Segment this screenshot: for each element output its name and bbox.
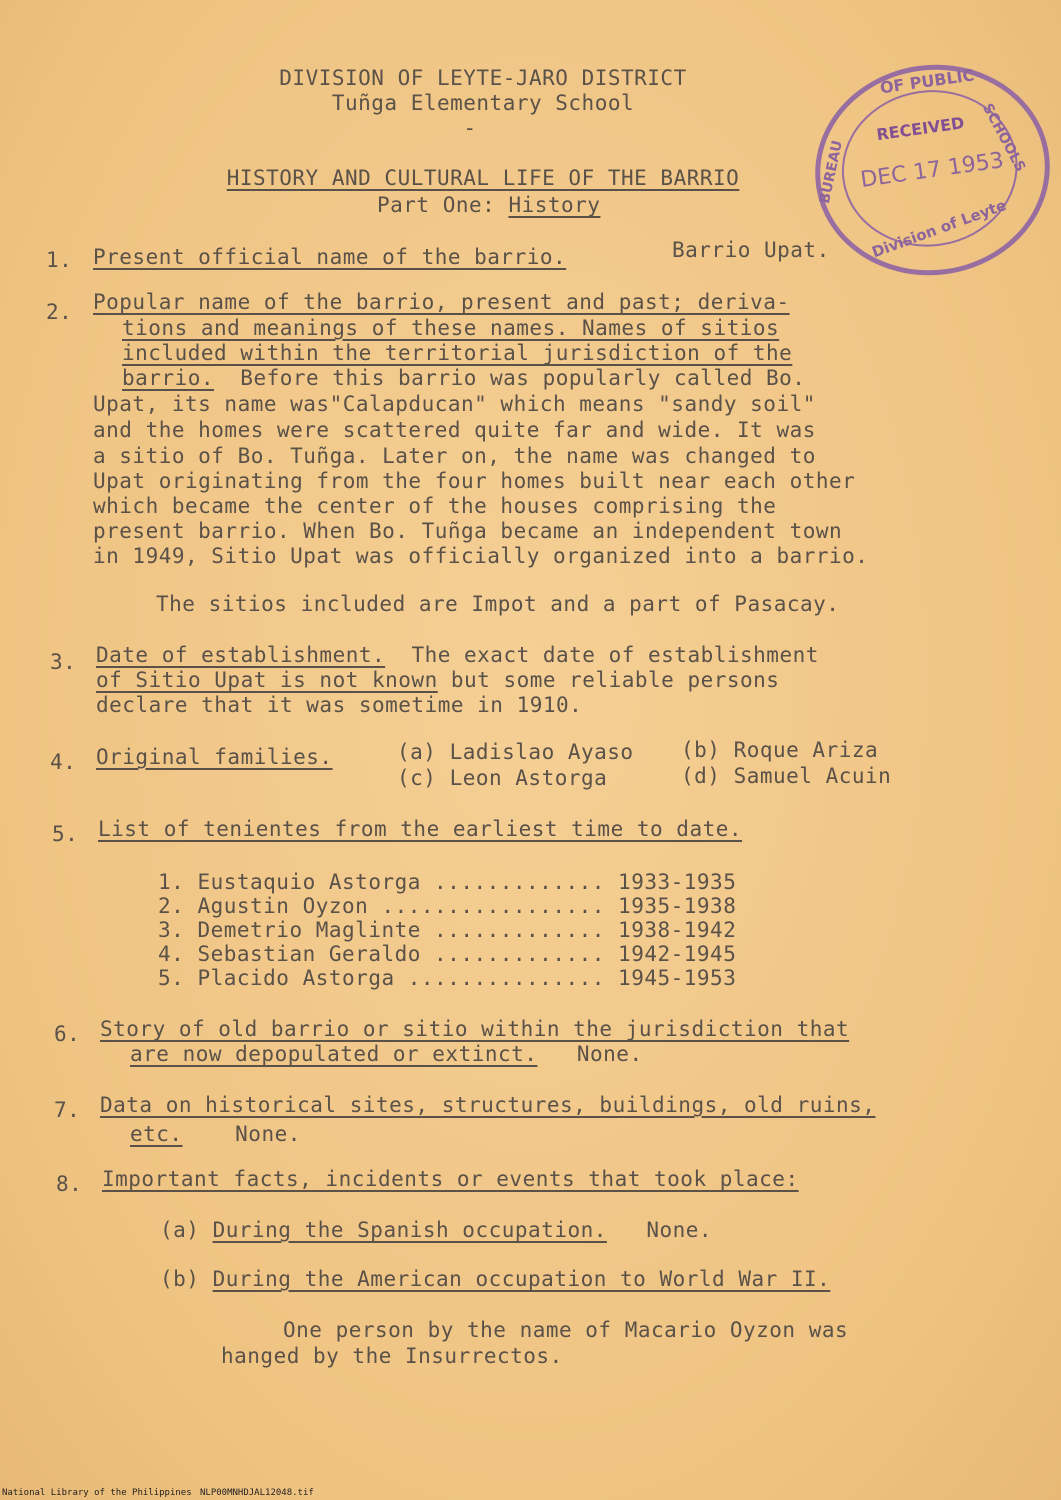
- footer-file: NLP00MNHDJAL12048.tif: [200, 1488, 314, 1498]
- header-dash: -: [463, 116, 477, 140]
- teniente-number: 4.: [158, 942, 185, 966]
- item-4-question: Original families.: [96, 745, 333, 769]
- item-7-number: 7.: [54, 1098, 81, 1122]
- family-a: (a) Ladislao Ayaso: [397, 740, 634, 764]
- stamp-received-text: RECEIVED: [875, 113, 966, 145]
- part-heading: [377, 193, 600, 218]
- item-6-number: 6.: [54, 1022, 81, 1046]
- school-name: Tuñga Elementary School: [331, 91, 635, 115]
- division-heading: DIVISION OF LEYTE-JARO DISTRICT: [279, 66, 687, 90]
- item-7-line-2: [130, 1122, 301, 1147]
- teniente-years: 1938-1942: [618, 918, 737, 942]
- teniente-row: [158, 870, 736, 895]
- item-3-question: Date of establishment.: [96, 643, 386, 667]
- item-3-answer-cont: but some reliable persons: [437, 668, 780, 692]
- item-8b-answer-line-1: One person by the name of Macario Oyzon was: [283, 1318, 849, 1342]
- item-6-answer: None.: [576, 1042, 643, 1066]
- item-8b-answer-line-2: hanged by the Insurrectos.: [221, 1344, 563, 1368]
- document-title: HISTORY AND CULTURAL LIFE OF THE BARRIO: [226, 166, 740, 190]
- item-2-question-end: barrio.: [122, 366, 215, 390]
- item-7-question-end: etc.: [130, 1122, 183, 1146]
- teniente-name: Sebastian Geraldo .............: [197, 942, 605, 966]
- teniente-number: 2.: [158, 894, 185, 918]
- item-1-answer: Barrio Upat.: [672, 238, 830, 262]
- item-8-question: Important facts, incidents or events that took place:: [102, 1167, 799, 1191]
- item-8a-label: (a): [160, 1218, 200, 1242]
- stamp-right-text: SCHOOLS: [979, 100, 1029, 175]
- footer-library: National Library of the Philippines: [2, 1488, 192, 1498]
- part-prefix: Part One:: [377, 193, 509, 217]
- item-2-answer-first: Before this barrio was popularly called Bo.: [214, 366, 806, 390]
- item-7-answer: None.: [235, 1122, 301, 1146]
- item-8a-text: During the Spanish occupation.: [212, 1218, 607, 1242]
- item-6-line-1: Story of old barrio or sitio within the jurisdiction that: [100, 1017, 850, 1041]
- teniente-years: 1945-1953: [618, 966, 737, 990]
- item-2-answer-line-6: present barrio. When Bo. Tuñga became an independent town: [93, 519, 843, 543]
- teniente-name: Agustin Oyzon .................: [197, 894, 605, 918]
- stamp-left-text: BUREAU: [816, 139, 846, 206]
- item-4-number: 4.: [50, 750, 77, 774]
- teniente-number: 5.: [158, 966, 185, 990]
- item-2-line-1: Popular name of the barrio, present and past; deriva-: [93, 290, 790, 314]
- item-2-number: 2.: [46, 300, 73, 324]
- teniente-row: [158, 894, 736, 919]
- item-2-line-3: included within the territorial jurisdiction of the: [122, 341, 793, 365]
- teniente-row: [158, 966, 736, 991]
- item-6-line-2: [130, 1042, 643, 1067]
- item-5-number: 5.: [52, 822, 79, 846]
- item-3-line-1: [96, 643, 819, 668]
- family-d: (d) Samuel Acuin: [681, 764, 892, 788]
- item-2-answer-line-3: a sitio of Bo. Tuñga. Later on, the name was changed to: [93, 444, 816, 468]
- part-name: History: [508, 193, 601, 217]
- teniente-name: Placido Astorga ...............: [197, 966, 605, 990]
- item-1-number: 1.: [46, 248, 73, 272]
- teniente-years: 1942-1945: [618, 942, 737, 966]
- item-2-answer-line-4: Upat originating from the four homes built near each other: [93, 469, 856, 493]
- teniente-years: 1935-1938: [618, 894, 737, 918]
- item-1-question: Present official name of the barrio.: [93, 245, 567, 269]
- item-2-answer-line-7: in 1949, Sitio Upat was officially organized into a barrio.: [93, 544, 869, 568]
- teniente-years: 1933-1935: [618, 870, 737, 894]
- item-8a: [160, 1218, 712, 1243]
- item-3-line-2: [96, 668, 779, 693]
- item-3-answer-last: declare that it was sometime in 1910.: [96, 693, 583, 717]
- item-2-answer-line-2: and the homes were scattered quite far and wide. It was: [93, 418, 816, 442]
- item-2-line-4: [122, 366, 805, 391]
- item-3-question-2: of Sitio Upat is not known: [96, 668, 438, 692]
- stamp-date: DEC 17 1953: [859, 148, 1006, 193]
- stamp-top-text: OF PUBLIC: [878, 65, 976, 98]
- item-2-line-2: tions and meanings of these names. Names of sitios: [122, 316, 780, 340]
- family-c: (c) Leon Astorga: [397, 766, 608, 790]
- teniente-row: [158, 942, 736, 967]
- item-3-number: 3.: [50, 650, 77, 674]
- item-6-question-end: are now depopulated or extinct.: [130, 1042, 538, 1066]
- family-b: (b) Roque Ariza: [681, 738, 879, 762]
- teniente-number: 3.: [158, 918, 185, 942]
- item-2-sitios: The sitios included are Impot and a part of Pasacay.: [156, 592, 840, 616]
- teniente-number: 1.: [158, 870, 185, 894]
- item-8a-answer: None.: [646, 1218, 713, 1242]
- item-2-answer-line-5: which became the center of the houses comprising the: [93, 494, 777, 518]
- item-3-answer-first: The exact date of establishment: [385, 643, 819, 667]
- teniente-name: Eustaquio Astorga .............: [197, 870, 605, 894]
- item-8b-text: During the American occupation to World War II.: [212, 1267, 831, 1291]
- stamp-bottom-text: Division of Leyte: [869, 195, 1009, 262]
- item-2-answer-line-1: Upat, its name was"Calapducan" which means "sandy soil": [93, 392, 816, 416]
- item-8b-label: (b): [160, 1267, 200, 1291]
- item-8-number: 8.: [56, 1172, 83, 1196]
- item-8b: [160, 1267, 830, 1292]
- teniente-row: [158, 918, 736, 943]
- teniente-name: Demetrio Maglinte .............: [197, 918, 605, 942]
- item-7-line-1: Data on historical sites, structures, buildings, old ruins,: [100, 1093, 876, 1117]
- item-5-question: List of tenientes from the earliest time to date.: [98, 817, 743, 841]
